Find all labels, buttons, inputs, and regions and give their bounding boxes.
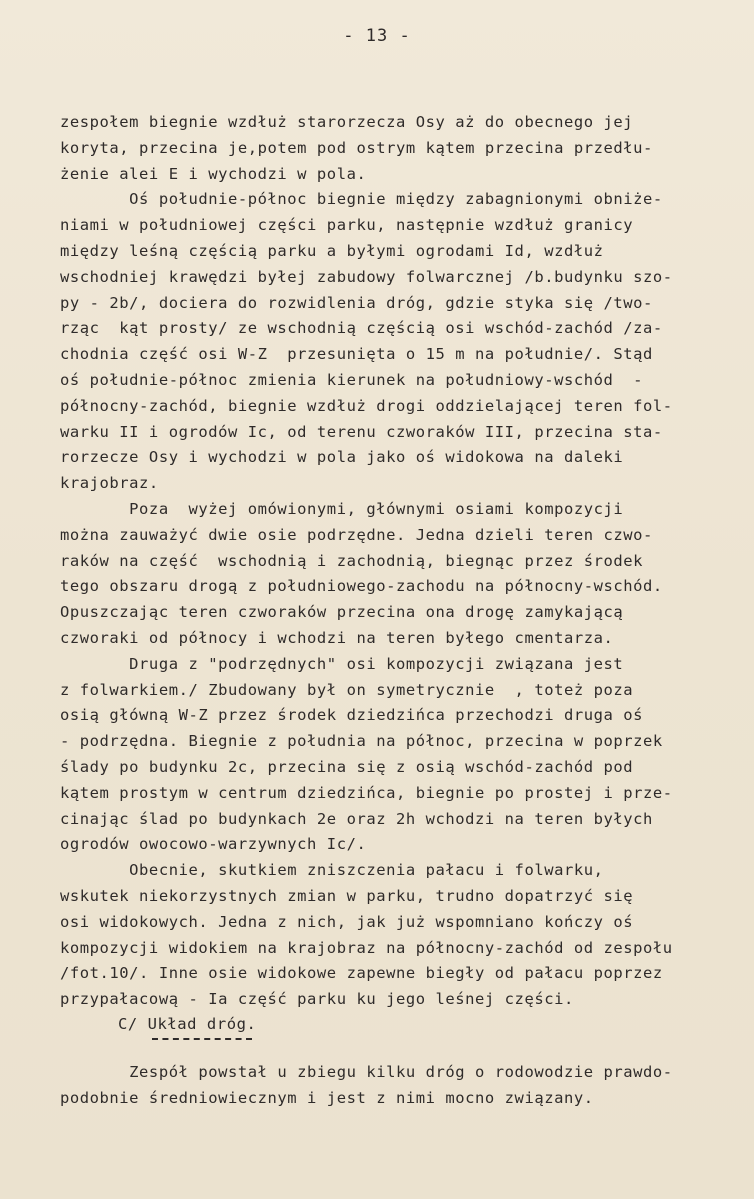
section-heading: C/ Układ dróg. <box>118 1015 257 1033</box>
text-line: Poza wyżej omówionymi, głównymi osiami kompozycji <box>60 499 624 518</box>
text-line: z folwarkiem./ Zbudowany był on symetrycznie , toteż poza <box>60 680 634 699</box>
closing-text <box>60 1060 740 1112</box>
text-line: przypałacową - Ia część parku ku jego leśnej części. <box>60 990 574 1009</box>
heading-underline <box>152 1038 252 1040</box>
text-line: rząc kąt prosty/ ze wschodnią częścią osi wschód-zachód /za- <box>60 319 663 338</box>
text-line: ogrodów owocowo-warzywnych Ic/. <box>60 835 367 854</box>
body-text <box>60 110 740 1013</box>
text-line: Oś południe-północ biegnie między zabagnionymi obniże- <box>60 190 663 209</box>
text-line: rorzecze Osy i wychodzi w pola jako oś widokowa na daleki <box>60 448 624 467</box>
text-line: Druga z "podrzędnych" osi kompozycji związana jest <box>60 654 624 673</box>
text-line: tego obszaru drogą z południowego-zachodu na północny-wschód. <box>60 577 663 596</box>
page-number: - 13 - <box>343 26 411 46</box>
text-line: podobnie średniowiecznym i jest z nimi mocno związany. <box>60 1088 594 1107</box>
text-line: można zauważyć dwie osie podrzędne. Jedna dzieli teren czwo- <box>60 525 653 544</box>
text-line: py - 2b/, dociera do rozwidlenia dróg, gdzie styka się /two- <box>60 293 653 312</box>
text-line: ślady po budynku 2c, przecina się z osią wschód-zachód pod <box>60 757 634 776</box>
text-line: między leśną częścią parku a byłymi ogrodami Id, wzdłuż <box>60 241 604 260</box>
text-line: krajobraz. <box>60 474 159 493</box>
text-line: raków na część wschodnią i zachodnią, biegnąc przez środek <box>60 551 644 570</box>
text-line: osią główną W-Z przez środek dziedzińca przechodzi druga oś <box>60 706 644 725</box>
text-line: Obecnie, skutkiem zniszczenia pałacu i folwarku, <box>60 861 604 880</box>
text-line: /fot.10/. Inne osie widokowe zapewne biegły od pałacu poprzez <box>60 964 663 983</box>
text-line: chodnia część osi W-Z przesunięta o 15 m na południe/. Stąd <box>60 345 653 364</box>
text-line: zespołem biegnie wzdłuż starorzecza Osy aż do obecnego jej <box>60 113 634 131</box>
text-line: cinając ślad po budynkach 2e oraz 2h wchodzi na teren byłych <box>60 809 653 828</box>
text-line: wschodniej krawędzi byłej zabudowy folwarcznej /b.budynku szo- <box>60 267 673 286</box>
text-line: kompozycji widokiem na krajobraz na północny-zachód od zespołu <box>60 938 673 957</box>
text-line: wskutek niekorzystnych zmian w parku, trudno dopatrzyć się <box>60 886 634 905</box>
text-line: koryta, przecina je,potem pod ostrym kątem przecina przedłu- <box>60 138 653 157</box>
text-line: osi widokowych. Jedna z nich, jak już wspomniano kończy oś <box>60 912 634 931</box>
text-line: warku II i ogrodów Ic, od terenu czworaków III, przecina sta- <box>60 422 663 441</box>
text-line: północny-zachód, biegnie wzdłuż drogi oddzielającej teren fol- <box>60 396 673 415</box>
text-line: - podrzędna. Biegnie z południa na północ, przecina w poprzek <box>60 732 663 751</box>
text-line: Zespół powstał u zbiegu kilku dróg o rodowodzie prawdo- <box>60 1063 673 1081</box>
text-line: Opuszczając teren czworaków przecina ona drogę zamykającą <box>60 603 624 622</box>
text-line: oś południe-północ zmienia kierunek na południowy-wschód - <box>60 370 644 389</box>
text-line: żenie alei E i wychodzi w pola. <box>60 164 367 183</box>
text-line: czworaki od północy i wchodzi na teren byłego cmentarza. <box>60 628 614 647</box>
text-line: niami w południowej części parku, następnie wzdłuż granicy <box>60 216 634 235</box>
text-line: kątem prostym w centrum dziedzińca, biegnie po prostej i prze- <box>60 783 673 802</box>
